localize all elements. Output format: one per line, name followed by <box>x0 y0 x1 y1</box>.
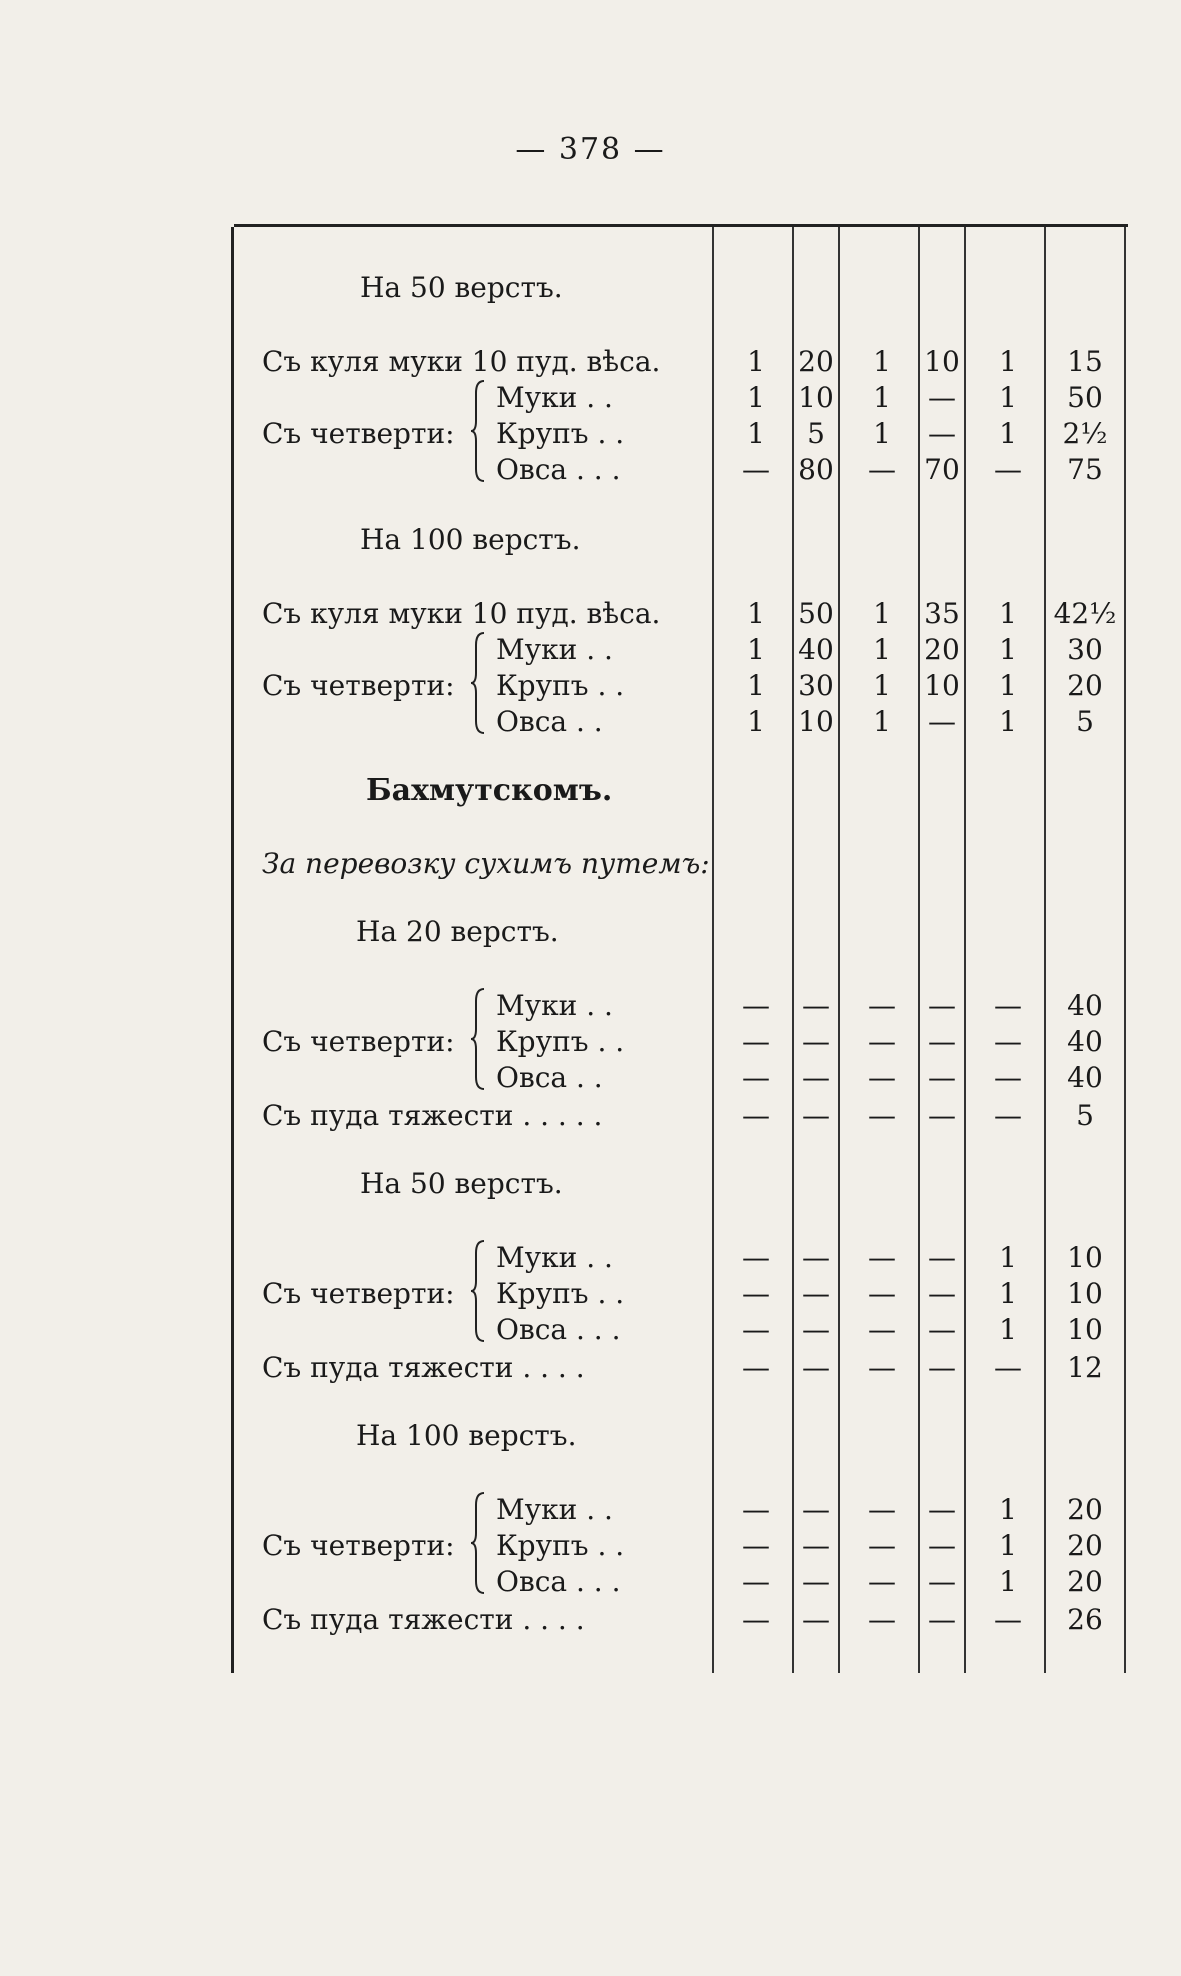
cell: — <box>928 1565 956 1598</box>
cell: — <box>802 1241 830 1274</box>
table-row <box>234 595 1128 631</box>
table-row <box>234 667 1128 703</box>
cell: 1 <box>873 633 891 666</box>
table-row <box>234 1349 1128 1385</box>
cell: — <box>868 453 896 486</box>
cell: — <box>928 417 956 450</box>
cell: 1 <box>999 669 1017 702</box>
cell: 20 <box>924 633 960 666</box>
cell: — <box>868 1025 896 1058</box>
table-row <box>234 1527 1128 1563</box>
cell: 30 <box>798 669 834 702</box>
page-number: — 378 — <box>515 132 666 167</box>
cell: — <box>868 1493 896 1526</box>
table-row <box>234 451 1128 487</box>
group-label: Съ четверти: <box>262 1277 455 1310</box>
cell: 1 <box>999 1529 1017 1562</box>
table-row <box>234 631 1128 667</box>
cell: 1 <box>747 633 765 666</box>
cell: — <box>868 989 896 1022</box>
cell: — <box>742 1277 770 1310</box>
cell: — <box>994 1351 1022 1384</box>
cell: — <box>742 1603 770 1636</box>
cell: 1 <box>999 633 1017 666</box>
cell: — <box>802 1025 830 1058</box>
cell: 30 <box>1067 633 1103 666</box>
table-row <box>234 703 1128 739</box>
cell: 10 <box>798 381 834 414</box>
section-heading: На 50 верстъ. <box>360 1167 563 1200</box>
cell: — <box>802 1529 830 1562</box>
cell: 15 <box>1067 345 1103 378</box>
row-label: Крупъ . . <box>496 1025 625 1058</box>
row-label: Крупъ . . <box>496 669 625 702</box>
cell: — <box>928 1277 956 1310</box>
row-label: Крупъ . . <box>496 1529 625 1562</box>
district-subtitle: За перевозку сухимъ путемъ: <box>262 847 710 880</box>
cell: 1 <box>999 417 1017 450</box>
cell: 1 <box>999 1277 1017 1310</box>
table-row <box>234 1097 1128 1133</box>
group-label: Съ четверти: <box>262 669 455 702</box>
row-label: Съ куля муки 10 пуд. вѣса. <box>262 345 661 378</box>
row-label: Съ пуда тяжести . . . . <box>262 1603 585 1636</box>
cell: — <box>742 1493 770 1526</box>
cell: — <box>868 1099 896 1132</box>
cell: — <box>742 453 770 486</box>
cell: 1 <box>999 381 1017 414</box>
cell: — <box>742 1099 770 1132</box>
cell: — <box>742 1351 770 1384</box>
cell: — <box>868 1277 896 1310</box>
cell: 1 <box>873 597 891 630</box>
cell: — <box>928 1241 956 1274</box>
cell: — <box>742 1025 770 1058</box>
cell: 20 <box>1067 1529 1103 1562</box>
cell: — <box>802 1351 830 1384</box>
cell: 5 <box>1076 705 1094 738</box>
cell: — <box>802 1061 830 1094</box>
table-row <box>234 987 1128 1023</box>
group-label: Съ четверти: <box>262 417 455 450</box>
cell: — <box>994 1025 1022 1058</box>
cell: — <box>928 1529 956 1562</box>
cell: — <box>994 1603 1022 1636</box>
cell: 1 <box>747 417 765 450</box>
cell: 1 <box>873 417 891 450</box>
table-row <box>234 415 1128 451</box>
cell: 1 <box>999 345 1017 378</box>
cell: 1 <box>999 1313 1017 1346</box>
cell: — <box>802 989 830 1022</box>
cell: — <box>742 1529 770 1562</box>
cell: 10 <box>924 345 960 378</box>
section-heading: На 100 верстъ. <box>356 1419 577 1452</box>
cell: — <box>868 1061 896 1094</box>
table-row <box>234 1563 1128 1599</box>
cell: — <box>868 1529 896 1562</box>
cell: 40 <box>1067 1025 1103 1058</box>
section-heading: На 50 верстъ. <box>360 271 563 304</box>
table-row <box>234 1311 1128 1347</box>
cell: 12 <box>1067 1351 1103 1384</box>
row-label: Муки . . <box>496 381 613 414</box>
table-row <box>234 1601 1128 1637</box>
cell: 50 <box>798 597 834 630</box>
cell: — <box>928 1099 956 1132</box>
cell: 1 <box>873 705 891 738</box>
cell: 20 <box>1067 669 1103 702</box>
cell: 10 <box>1067 1313 1103 1346</box>
cell: 10 <box>798 705 834 738</box>
cell: — <box>994 1099 1022 1132</box>
cell: — <box>802 1313 830 1346</box>
cell: 10 <box>924 669 960 702</box>
cell: — <box>742 1313 770 1346</box>
cell: — <box>802 1603 830 1636</box>
cell: — <box>742 989 770 1022</box>
row-label: Крупъ . . <box>496 417 625 450</box>
cell: 80 <box>798 453 834 486</box>
section-heading: На 100 верстъ. <box>360 523 581 556</box>
cell: 1 <box>999 1241 1017 1274</box>
cell: 10 <box>1067 1277 1103 1310</box>
cell: 20 <box>1067 1565 1103 1598</box>
cell: — <box>868 1241 896 1274</box>
cell: — <box>928 381 956 414</box>
row-label: Муки . . <box>496 989 613 1022</box>
cell: 1 <box>873 669 891 702</box>
cell: — <box>802 1493 830 1526</box>
table-row <box>234 1275 1128 1311</box>
row-label: Овса . . <box>496 705 603 738</box>
cell: 1 <box>873 345 891 378</box>
row-label: Овса . . . <box>496 453 621 486</box>
row-label: Съ пуда тяжести . . . . . <box>262 1099 603 1132</box>
cell: — <box>928 1603 956 1636</box>
cell: 1 <box>747 381 765 414</box>
row-label: Муки . . <box>496 1241 613 1274</box>
row-label: Овса . . . <box>496 1565 621 1598</box>
row-label: Муки . . <box>496 1493 613 1526</box>
cell: — <box>868 1313 896 1346</box>
table-row <box>234 1239 1128 1275</box>
cell: — <box>802 1277 830 1310</box>
cell: 20 <box>798 345 834 378</box>
cell: 1 <box>999 1565 1017 1598</box>
cell: — <box>742 1061 770 1094</box>
cell: 35 <box>924 597 960 630</box>
cell: — <box>868 1351 896 1384</box>
cell: 40 <box>1067 1061 1103 1094</box>
group-label: Съ четверти: <box>262 1529 455 1562</box>
cell: 1 <box>999 705 1017 738</box>
row-label: Муки . . <box>496 633 613 666</box>
cell: 10 <box>1067 1241 1103 1274</box>
tariff-table <box>234 224 1128 1673</box>
table-row <box>234 1059 1128 1095</box>
cell: 1 <box>747 597 765 630</box>
section-heading: На 20 верстъ. <box>356 915 559 948</box>
cell: 1 <box>873 381 891 414</box>
row-label: Съ пуда тяжести . . . . <box>262 1351 585 1384</box>
cell: 1 <box>747 669 765 702</box>
group-label: Съ четверти: <box>262 1025 455 1058</box>
cell: 5 <box>1076 1099 1094 1132</box>
cell: — <box>802 1565 830 1598</box>
cell: — <box>928 1025 956 1058</box>
cell: 1 <box>747 345 765 378</box>
cell: — <box>994 1061 1022 1094</box>
row-label: Съ куля муки 10 пуд. вѣса. <box>262 597 661 630</box>
cell: — <box>928 1351 956 1384</box>
cell: — <box>928 989 956 1022</box>
cell: 20 <box>1067 1493 1103 1526</box>
cell: 1 <box>999 1493 1017 1526</box>
table-row <box>234 1491 1128 1527</box>
cell: — <box>928 1313 956 1346</box>
cell: 40 <box>798 633 834 666</box>
cell: — <box>994 453 1022 486</box>
row-label: Овса . . <box>496 1061 603 1094</box>
cell: 50 <box>1067 381 1103 414</box>
cell: — <box>742 1565 770 1598</box>
cell: — <box>994 989 1022 1022</box>
cell: — <box>742 1241 770 1274</box>
cell: — <box>868 1603 896 1636</box>
table-row <box>234 1023 1128 1059</box>
cell: — <box>802 1099 830 1132</box>
cell: 40 <box>1067 989 1103 1022</box>
cell: — <box>868 1565 896 1598</box>
table-row <box>234 379 1128 415</box>
district-title: Бахмутскомъ. <box>366 773 613 808</box>
cell: 75 <box>1067 453 1103 486</box>
row-label: Крупъ . . <box>496 1277 625 1310</box>
cell: 70 <box>924 453 960 486</box>
cell: 5 <box>807 417 825 450</box>
table-row <box>234 343 1128 379</box>
cell: 42½ <box>1053 597 1117 630</box>
cell: 2½ <box>1062 417 1108 450</box>
row-label: Овса . . . <box>496 1313 621 1346</box>
cell: 26 <box>1067 1603 1103 1636</box>
cell: — <box>928 705 956 738</box>
cell: 1 <box>747 705 765 738</box>
cell: 1 <box>999 597 1017 630</box>
cell: — <box>928 1061 956 1094</box>
cell: — <box>928 1493 956 1526</box>
